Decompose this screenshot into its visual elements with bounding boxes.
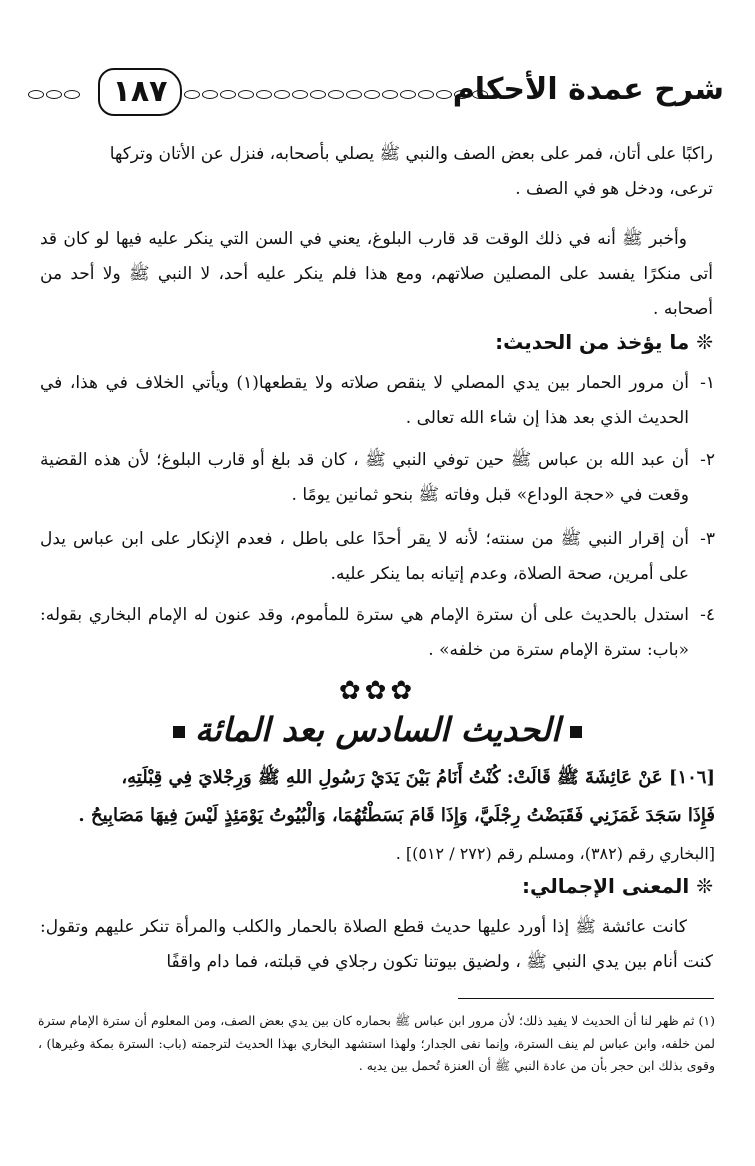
list-item: ٤- استدل بالحديث على أن سترة الإمام هي سترة للمأموم، وقد عنون له الإمام البخاري بقوله: «باب: سترة الإمام سترة من خلفه» . [40, 605, 715, 660]
header-chain-ornament-small [28, 90, 80, 100]
footnote: (١) ثم ظهر لنا أن الحديث لا يفيد ذلك؛ لأن مرور ابن عباس ﷺ بحماره كان بين يدي بعض الصف، ومن المعلوم أن سترة الإمام سترة لمن خلفه، وابن عباس لم ينف السترة، وإنما نفى الجدار؛ ولهذا استشهد البخاري بهذا الحديث لترجمته (باب: السترة بمكة وغيرها) ، وقوى بذلك ابن حجر بأن من عادة النبي ﷺ أن العنزة تُحمل بين يديه . [38, 1013, 715, 1073]
footnote-divider [458, 998, 714, 999]
hadith-line-2: فَإِذَا سَجَدَ غَمَزَنِي فَقَبَضْتُ رِجْلَيَّ، وَإِذَا قَامَ بَسَطْتُهُمَا، وَالْبُيُوتُ يَوْمَئِذٍ لَيْسَ فِيهَا مَصَابِيحُ . [78, 805, 715, 826]
header-chain-ornament [184, 90, 488, 100]
hadith-source: [البخاري رقم (٣٨٢)، ومسلم رقم (٢٧٢ / ٥١٢)] . [395, 844, 715, 863]
intro-paragraph [40, 137, 713, 207]
summary-heading: ❊ المعنى الإجمالي: [522, 874, 713, 898]
square-bullet-icon [173, 726, 185, 738]
hadith-line-1: [١٠٦] عَنْ عَائِشَةَ ﷺ قَالَتْ: كُنْتُ أَنَامُ بَيْنَ يَدَيْ رَسُولِ اللهِ ﷺ وَرِجْلايَ فِي قِبْلَتِهِ، [121, 767, 715, 788]
hadith-text [40, 759, 715, 873]
list-item: ١- أن مرور الحمار بين يدي المصلي لا ينقص صلاته ولا يقطعها(١) ويأتي الخلاف في هذا، في الحديث الذي بعد هذا إن شاء الله تعالى . [40, 373, 715, 428]
page-header [28, 68, 728, 118]
page-number: ١٨٧ [98, 68, 182, 116]
square-bullet-icon [570, 726, 582, 738]
intro-line-2: ترعى، ودخل هو في الصف . [515, 179, 713, 199]
takeaways-heading: ❊ ما يؤخذ من الحديث: [495, 330, 713, 354]
intro-paragraph-2: وأخبر ﷺ أنه في ذلك الوقت قد قارب البلوغ، يعني في السن التي ينكر عليه فيها لو كان قد أتى منكرًا يفسد على المصلين صلاتهم، ومع هذا فلم ينكر عليه أحد، لا النبي ﷺ ولا أحد من أصحابه . [40, 229, 713, 319]
section-title: الحديث السادس بعد المائة [0, 710, 755, 749]
list-item: ٣- أن إقرار النبي ﷺ من سنته؛ لأنه لا يقر أحدًا على باطل ، فعدم الإنكار على ابن عباس يدل على أمرين، صحة الصلاة، وعدم إتيانه بما ينكر عليه. [40, 529, 715, 584]
book-title: شرح عمدة الأحكام [452, 72, 724, 107]
intro-line-1: راكبًا على أتان، فمر على بعض الصف والنبي ﷺ يصلي بأصحابه، فنزل عن الأتان وتركها [109, 144, 713, 164]
summary-paragraph: كانت عائشة ﷺ إذا أورد عليها حديث قطع الصلاة بالحمار والكلب والمرأة تنكر عليهم وتقول: كنت أنام بين يدي النبي ﷺ ، ولضيق بيوتنا تكون رجلاي في قبلته، فما دام واقفًا [40, 917, 713, 972]
list-item: ٢- أن عبد الله بن عباس ﷺ حين توفي النبي ﷺ ، كان قد بلغ أو قارب البلوغ؛ لأن هذه القضية وقعت في «حجة الوداع» قبل وفاته ﷺ بنحو ثمانين يومًا . [40, 450, 715, 505]
flower-ornament: ✿✿✿ [338, 676, 417, 706]
